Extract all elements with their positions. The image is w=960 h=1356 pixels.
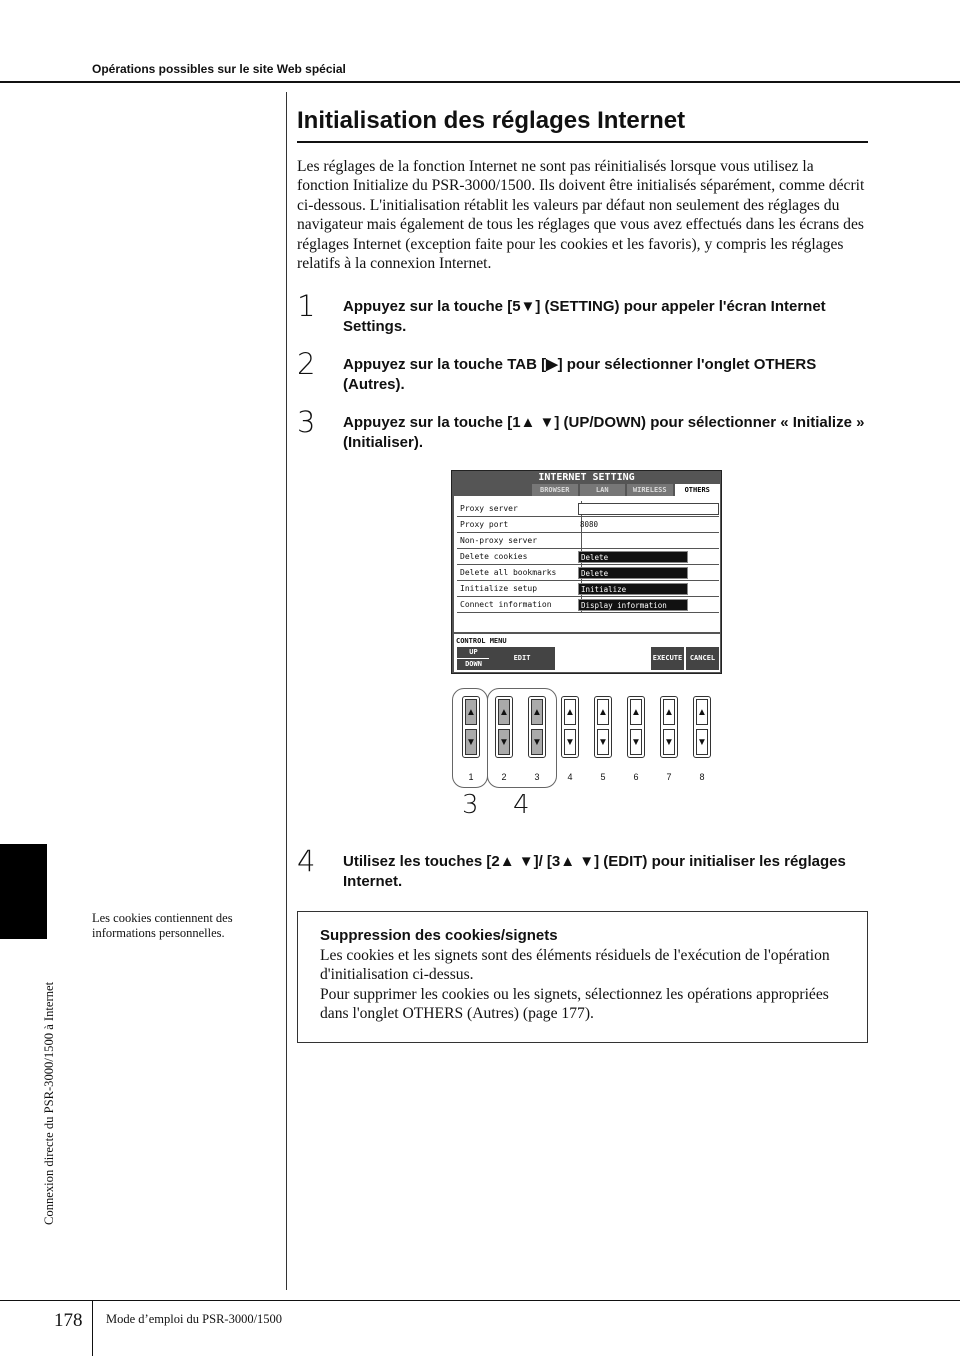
step-text: Appuyez sur la touche TAB [▶] pour sélectionner l'onglet OTHERS (Autres). (343, 356, 817, 393)
setting-row[interactable] (457, 517, 719, 533)
setting-row[interactable] (457, 549, 719, 565)
down-arrow-icon[interactable]: ▼ (663, 729, 675, 755)
intro-paragraph: Les réglages de la fonction Internet ne sont pas réinitialisés lorsque vous utilisez la fonction Initialize du PSR-3000/1500. Ils doivent être initialisés séparément, comme décrit ci-dessous. L'initialisation rétablit les valeurs par défaut non seulement des réglages du navigateur mais également de tous les réglages que vous avez effectués dans les écrans des réglages Internet (exception faite pour les cookies et les favoris), y compris les réglages relatifs à la connexion Internet. (297, 158, 865, 273)
setting-label: Connect information (460, 600, 552, 609)
down-arrow-icon[interactable]: ▼ (696, 729, 708, 755)
header-rule (0, 81, 960, 83)
button-number: 7 (666, 772, 672, 782)
down-button[interactable]: DOWN (457, 659, 490, 670)
footer-divider (92, 1300, 93, 1356)
setting-row[interactable] (457, 533, 719, 549)
up-arrow-icon[interactable]: ▲ (564, 699, 576, 725)
note-text-line-1: Les cookies et les signets sont des éléments résiduels de l'exécution de l'opération d'initialisation ci-dessus. (320, 947, 830, 984)
edit-button[interactable]: EDIT (489, 647, 555, 670)
delete-bookmarks-button[interactable]: Delete (578, 567, 688, 579)
execute-button[interactable]: EXECUTE (651, 647, 684, 670)
control-menu-label: CONTROL MENU (456, 637, 507, 645)
step-text: Appuyez sur la touche [5▼] (SETTING) pour appeler l'écran Internet Settings. (343, 298, 826, 335)
hw-button-1[interactable] (462, 696, 480, 758)
proxy-server-field[interactable] (578, 503, 719, 515)
up-arrow-icon[interactable]: ▲ (597, 699, 609, 725)
title-rule (297, 141, 868, 143)
tab-browser[interactable]: BROWSER (532, 484, 578, 496)
up-arrow-icon[interactable]: ▲ (663, 699, 675, 725)
internet-setting-screen (451, 470, 722, 674)
callout-step-4: 4 (513, 790, 530, 820)
running-header: Opérations possibles sur le site Web spécial (92, 62, 346, 76)
setting-label: Delete all bookmarks (460, 568, 557, 577)
hw-button-2[interactable] (495, 696, 513, 758)
setting-label: Delete cookies (460, 552, 528, 561)
setting-label: Non-proxy server (460, 536, 538, 545)
setting-row[interactable] (457, 581, 719, 597)
page-number: 178 (54, 1310, 83, 1331)
section-title: Initialisation des réglages Internet (297, 107, 686, 134)
screen-tabs (530, 484, 720, 496)
setting-row[interactable] (457, 597, 719, 613)
control-menu (454, 634, 720, 672)
column-rule (286, 92, 287, 1290)
down-arrow-icon[interactable]: ▼ (564, 729, 576, 755)
down-arrow-icon[interactable]: ▼ (597, 729, 609, 755)
cancel-button[interactable]: CANCEL (686, 647, 719, 670)
down-arrow-icon[interactable]: ▼ (630, 729, 642, 755)
setting-label: Proxy server (460, 504, 518, 513)
button-number: 4 (567, 772, 573, 782)
button-number: 2 (501, 772, 507, 782)
hw-button-6[interactable] (627, 696, 645, 758)
hw-button-4[interactable] (561, 696, 579, 758)
callout-step-3: 3 (462, 790, 479, 820)
up-arrow-icon[interactable]: ▲ (630, 699, 642, 725)
footer-manual-title: Mode d’emploi du PSR-3000/1500 (106, 1312, 283, 1326)
note-text (320, 946, 840, 1024)
step-number: 4 (297, 844, 316, 878)
note-box (297, 911, 868, 1043)
setting-row[interactable] (457, 565, 719, 581)
proxy-port-field[interactable]: 8080 (580, 520, 599, 529)
screen-title: INTERNET SETTING (538, 472, 635, 483)
down-arrow-icon[interactable]: ▼ (465, 729, 477, 755)
step-text: Utilisez les touches [2▲ ▼]/ [3▲ ▼] (EDIT) pour initialiser les réglages Internet. (343, 853, 846, 890)
chapter-tab (0, 844, 47, 939)
up-arrow-icon[interactable]: ▲ (531, 699, 543, 725)
hw-button-5[interactable] (594, 696, 612, 758)
setting-row[interactable] (457, 501, 719, 517)
up-arrow-icon[interactable]: ▲ (498, 699, 510, 725)
initialize-button[interactable]: Initialize (578, 583, 688, 595)
chapter-title-vertical: Connexion directe du PSR-3000/1500 à Internet (42, 981, 56, 1225)
step-number: 1 (297, 289, 316, 323)
up-arrow-icon[interactable]: ▲ (465, 699, 477, 725)
note-text-line-2: Pour supprimer les cookies ou les signets, sélectionnez les opérations appropriées dans l'onglet OTHERS (Autres) (page 177). (320, 985, 829, 1023)
down-arrow-icon[interactable]: ▼ (531, 729, 543, 755)
step-number: 3 (297, 405, 316, 439)
step-text: Appuyez sur la touche [1▲ ▼] (UP/DOWN) pour sélectionner « Initialize » (Initialiser). (343, 414, 865, 451)
button-number: 6 (633, 772, 639, 782)
down-arrow-icon[interactable]: ▼ (498, 729, 510, 755)
footer-rule (0, 1300, 960, 1301)
hw-button-3[interactable] (528, 696, 546, 758)
up-arrow-icon[interactable]: ▲ (696, 699, 708, 725)
button-number: 1 (468, 772, 474, 782)
display-information-button[interactable]: Display information (578, 599, 688, 611)
setting-label: Initialize setup (460, 584, 538, 593)
note-title: Suppression des cookies/signets (320, 927, 558, 944)
non-proxy-server-field[interactable] (578, 535, 688, 547)
tab-wireless[interactable]: WIRELESS (627, 484, 673, 496)
hw-button-8[interactable] (693, 696, 711, 758)
tab-lan[interactable]: LAN (580, 484, 626, 496)
settings-list (454, 496, 720, 632)
button-number: 5 (600, 772, 606, 782)
margin-note: Les cookies contiennent des informations personnelles. (92, 911, 233, 940)
step-number: 2 (297, 347, 316, 381)
delete-cookies-button[interactable]: Delete (578, 551, 688, 563)
up-button[interactable]: UP (457, 647, 490, 658)
hw-button-7[interactable] (660, 696, 678, 758)
button-number: 3 (534, 772, 540, 782)
tab-others[interactable]: OTHERS (675, 484, 721, 496)
setting-label: Proxy port (460, 520, 509, 529)
button-number: 8 (699, 772, 705, 782)
